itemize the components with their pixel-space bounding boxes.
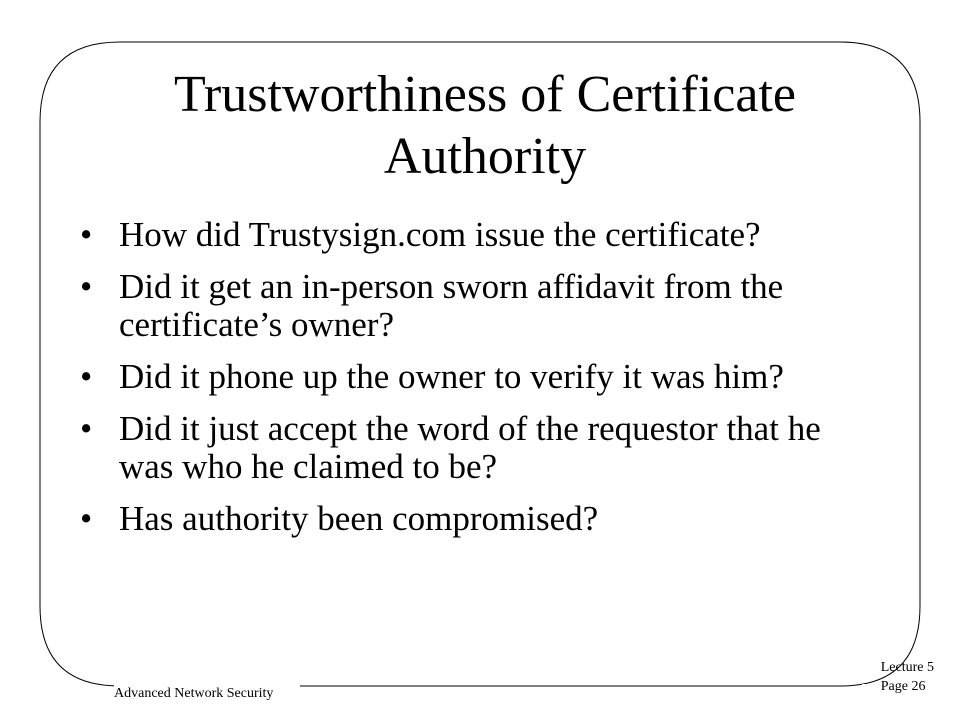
bullet-item (80, 268, 880, 344)
bullet-icon: • (80, 215, 93, 254)
bullet-icon: • (80, 499, 93, 538)
bullet-text: How did Trustysign.com issue the certificate? (119, 215, 761, 254)
bullet-text: Did it phone up the owner to verify it was him? (119, 357, 784, 396)
slide-title: Trustworthiness of Certificate Authority (174, 66, 796, 185)
bullet-icon: • (80, 409, 93, 448)
bullet-icon: • (80, 267, 93, 306)
footer-lecture-number: Lecture 5 (880, 660, 934, 675)
footer-page-number: Page 26 (880, 679, 926, 694)
bullet-item (80, 216, 880, 254)
bullet-item (80, 358, 880, 396)
bullet-item (80, 410, 880, 486)
bullet-list (80, 216, 880, 552)
footer-page-info (881, 658, 934, 696)
bullet-icon: • (80, 357, 93, 396)
bullet-text: Did it just accept the word of the requestor that he was who he claimed to be? (119, 409, 821, 486)
bullet-text: Did it get an in-person sworn affidavit from the certificate’s owner? (119, 267, 784, 344)
bullet-text: Has authority been compromised? (119, 499, 599, 538)
footer-course-name: Advanced Network Security (114, 686, 274, 701)
bullet-item (80, 500, 880, 538)
